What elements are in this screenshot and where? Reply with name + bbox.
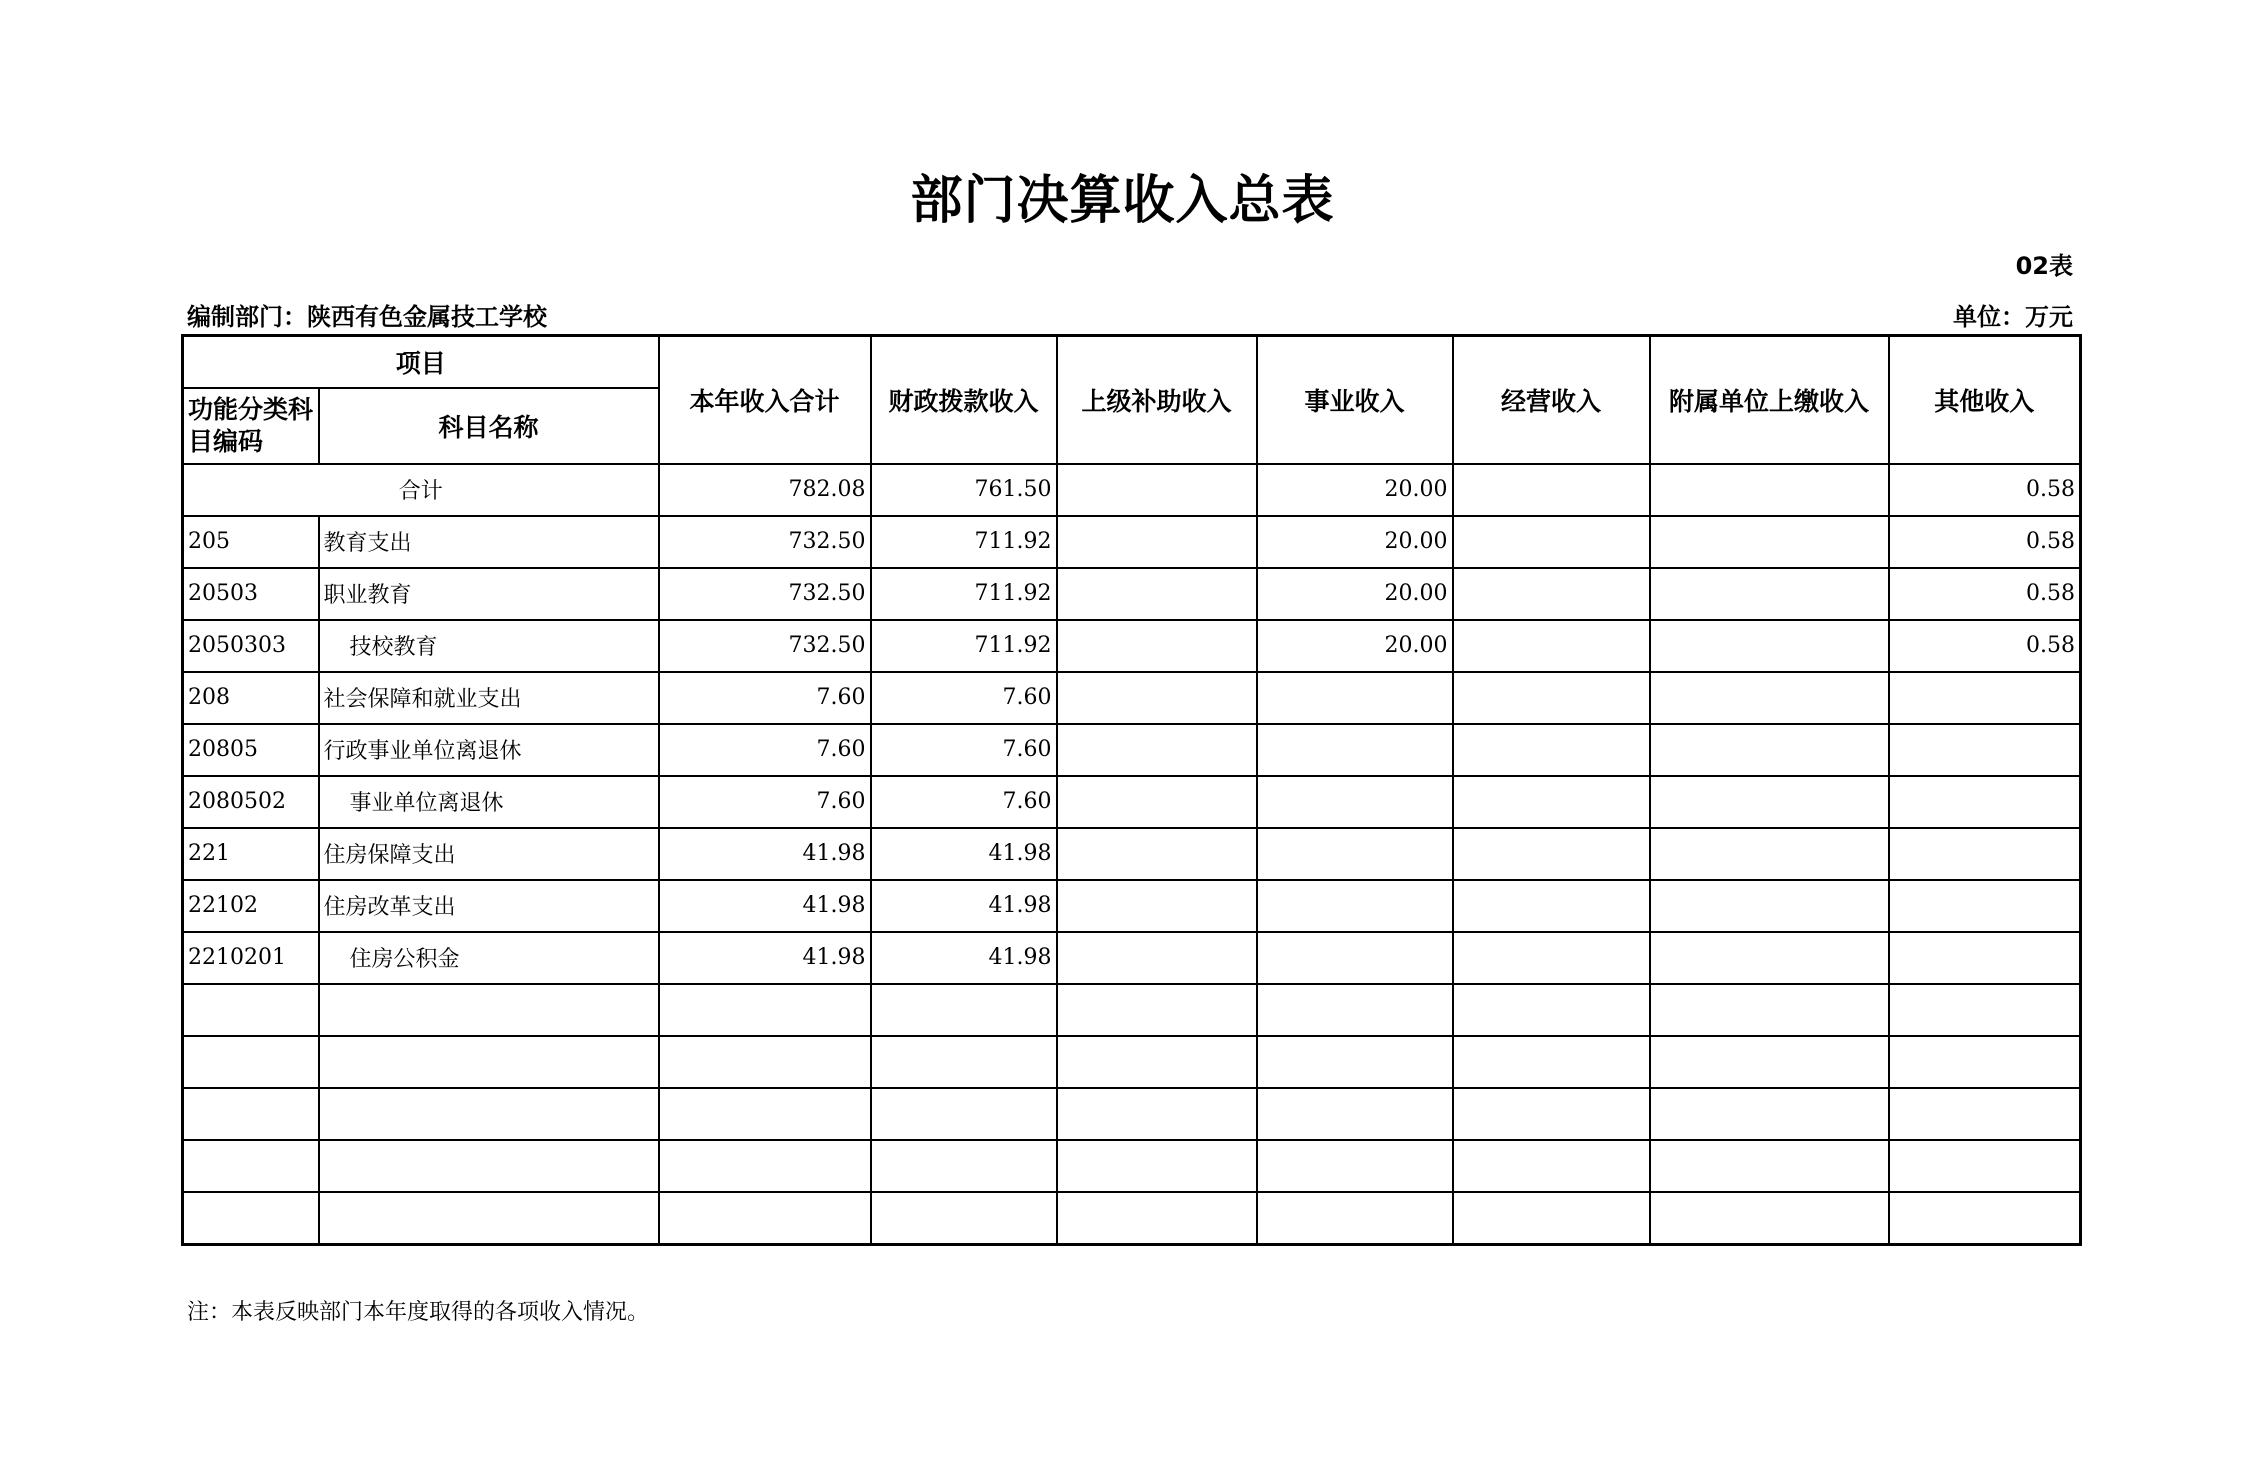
business-cell: 20.00: [1257, 464, 1453, 516]
empty-cell: [183, 1140, 319, 1192]
code-cell: 2080502: [183, 776, 319, 828]
empty-cell: [319, 1088, 659, 1140]
other-cell: 0.58: [1889, 464, 2081, 516]
fiscal-cell: 711.92: [871, 620, 1057, 672]
affiliated-cell: [1650, 724, 1889, 776]
empty-row: [183, 1036, 2081, 1088]
operating-cell: [1453, 880, 1650, 932]
empty-cell: [1889, 984, 2081, 1036]
empty-cell: [319, 984, 659, 1036]
empty-cell: [1057, 1088, 1257, 1140]
other-cell: 0.58: [1889, 568, 2081, 620]
fiscal-cell: 761.50: [871, 464, 1057, 516]
business-cell: [1257, 880, 1453, 932]
business-cell: 20.00: [1257, 568, 1453, 620]
empty-cell: [1257, 1088, 1453, 1140]
operating-cell: [1453, 776, 1650, 828]
affiliated-cell: [1650, 672, 1889, 724]
empty-cell: [1257, 1036, 1453, 1088]
empty-cell: [1889, 1192, 2081, 1245]
table-row: [183, 932, 2081, 984]
empty-cell: [319, 1036, 659, 1088]
operating-cell: [1453, 828, 1650, 880]
empty-cell: [1453, 1036, 1650, 1088]
table-row: [183, 568, 2081, 620]
business-cell: 20.00: [1257, 620, 1453, 672]
empty-cell: [659, 1088, 871, 1140]
total-cell: 41.98: [659, 828, 871, 880]
empty-cell: [1257, 1140, 1453, 1192]
code-cell: 205: [183, 516, 319, 568]
fiscal-cell: 7.60: [871, 776, 1057, 828]
empty-cell: [659, 1036, 871, 1088]
fiscal-cell: 41.98: [871, 880, 1057, 932]
affiliated-cell: [1650, 828, 1889, 880]
total-cell: 732.50: [659, 516, 871, 568]
affiliated-cell: [1650, 464, 1889, 516]
income-summary-table: [181, 334, 2082, 1246]
other-cell: [1889, 724, 2081, 776]
operating-cell: [1453, 724, 1650, 776]
empty-cell: [183, 1036, 319, 1088]
empty-cell: [1889, 1036, 2081, 1088]
operating-cell: [1453, 620, 1650, 672]
empty-cell: [183, 1088, 319, 1140]
affiliated-cell: [1650, 932, 1889, 984]
empty-cell: [1257, 1192, 1453, 1245]
superior-cell: [1057, 776, 1257, 828]
fiscal-cell: 41.98: [871, 828, 1057, 880]
superior-cell: [1057, 464, 1257, 516]
business-cell: 20.00: [1257, 516, 1453, 568]
fiscal-cell: 41.98: [871, 932, 1057, 984]
operating-cell: [1453, 568, 1650, 620]
name-cell: 事业单位离退休: [319, 776, 659, 828]
name-cell: 住房改革支出: [319, 880, 659, 932]
superior-cell: [1057, 516, 1257, 568]
table-row: [183, 776, 2081, 828]
fiscal-cell: 7.60: [871, 672, 1057, 724]
total-cell: 782.08: [659, 464, 871, 516]
page-title: 部门决算收入总表: [910, 171, 1335, 231]
other-cell: [1889, 932, 2081, 984]
header-operating: 经营收入: [1453, 336, 1650, 464]
other-cell: 0.58: [1889, 620, 2081, 672]
code-cell: 208: [183, 672, 319, 724]
fiscal-cell: 7.60: [871, 724, 1057, 776]
superior-cell: [1057, 880, 1257, 932]
affiliated-cell: [1650, 568, 1889, 620]
superior-cell: [1057, 932, 1257, 984]
superior-cell: [1057, 828, 1257, 880]
operating-cell: [1453, 672, 1650, 724]
empty-cell: [319, 1192, 659, 1245]
empty-row: [183, 1088, 2081, 1140]
business-cell: [1257, 828, 1453, 880]
header-code: 功能分类科目编码: [183, 388, 319, 464]
operating-cell: [1453, 464, 1650, 516]
total-cell: 732.50: [659, 620, 871, 672]
superior-cell: [1057, 620, 1257, 672]
other-cell: [1889, 672, 2081, 724]
total-cell: 41.98: [659, 932, 871, 984]
code-cell: 221: [183, 828, 319, 880]
name-cell: 行政事业单位离退休: [319, 724, 659, 776]
affiliated-cell: [1650, 516, 1889, 568]
empty-cell: [1453, 984, 1650, 1036]
empty-cell: [1057, 984, 1257, 1036]
name-cell: 技校教育: [319, 620, 659, 672]
table-row: [183, 620, 2081, 672]
name-cell: 职业教育: [319, 568, 659, 620]
code-cell: 2050303: [183, 620, 319, 672]
business-cell: [1257, 932, 1453, 984]
empty-cell: [871, 1088, 1057, 1140]
superior-cell: [1057, 724, 1257, 776]
footnote: 注：本表反映部门本年度取得的各项收入情况。: [187, 1300, 650, 1325]
total-cell: 41.98: [659, 880, 871, 932]
business-cell: [1257, 672, 1453, 724]
empty-cell: [1650, 1192, 1889, 1245]
fiscal-cell: 711.92: [871, 516, 1057, 568]
code-cell: 20503: [183, 568, 319, 620]
empty-cell: [871, 1192, 1057, 1245]
superior-cell: [1057, 568, 1257, 620]
empty-row: [183, 984, 2081, 1036]
empty-cell: [1057, 1192, 1257, 1245]
other-cell: 0.58: [1889, 516, 2081, 568]
business-cell: [1257, 776, 1453, 828]
operating-cell: [1453, 516, 1650, 568]
empty-cell: [1453, 1192, 1650, 1245]
business-cell: [1257, 724, 1453, 776]
compiling-department: 编制部门：陕西有色金属技工学校: [187, 303, 547, 331]
header-project: 项目: [183, 336, 659, 388]
empty-cell: [1057, 1036, 1257, 1088]
total-cell: 7.60: [659, 672, 871, 724]
affiliated-cell: [1650, 880, 1889, 932]
name-cell: 教育支出: [319, 516, 659, 568]
empty-cell: [1453, 1140, 1650, 1192]
code-cell: 22102: [183, 880, 319, 932]
header-name: 科目名称: [319, 388, 659, 464]
empty-cell: [319, 1140, 659, 1192]
name-cell: 住房公积金: [319, 932, 659, 984]
fiscal-cell: 711.92: [871, 568, 1057, 620]
table-row: [183, 724, 2081, 776]
empty-cell: [1650, 1036, 1889, 1088]
empty-cell: [871, 1140, 1057, 1192]
other-cell: [1889, 776, 2081, 828]
name-cell: 社会保障和就业支出: [319, 672, 659, 724]
empty-cell: [1257, 984, 1453, 1036]
affiliated-cell: [1650, 776, 1889, 828]
table-row: [183, 672, 2081, 724]
header-total: 本年收入合计: [659, 336, 871, 464]
name-cell: 住房保障支出: [319, 828, 659, 880]
empty-cell: [871, 984, 1057, 1036]
empty-cell: [1889, 1088, 2081, 1140]
empty-cell: [1650, 984, 1889, 1036]
code-cell: 20805: [183, 724, 319, 776]
empty-cell: [1650, 1140, 1889, 1192]
total-cell: 7.60: [659, 724, 871, 776]
table-number: 02表: [2015, 252, 2073, 280]
total-row: [183, 464, 2081, 516]
unit-label: 单位：万元: [1953, 303, 2073, 331]
other-cell: [1889, 828, 2081, 880]
empty-row: [183, 1140, 2081, 1192]
header-fiscal: 财政拨款收入: [871, 336, 1057, 464]
empty-cell: [1057, 1140, 1257, 1192]
operating-cell: [1453, 932, 1650, 984]
header-business: 事业收入: [1257, 336, 1453, 464]
total-cell: 732.50: [659, 568, 871, 620]
empty-cell: [183, 1192, 319, 1245]
header-other: 其他收入: [1889, 336, 2081, 464]
empty-cell: [659, 1140, 871, 1192]
empty-cell: [659, 984, 871, 1036]
superior-cell: [1057, 672, 1257, 724]
empty-cell: [659, 1192, 871, 1245]
table-row: [183, 828, 2081, 880]
header-superior: 上级补助收入: [1057, 336, 1257, 464]
empty-cell: [1889, 1140, 2081, 1192]
total-label: 合计: [183, 464, 659, 516]
other-cell: [1889, 880, 2081, 932]
table-row: [183, 880, 2081, 932]
header-affiliated: 附属单位上缴收入: [1650, 336, 1889, 464]
affiliated-cell: [1650, 620, 1889, 672]
empty-cell: [871, 1036, 1057, 1088]
code-cell: 2210201: [183, 932, 319, 984]
total-cell: 7.60: [659, 776, 871, 828]
table-row: [183, 516, 2081, 568]
empty-cell: [1650, 1088, 1889, 1140]
empty-row: [183, 1192, 2081, 1245]
empty-cell: [1453, 1088, 1650, 1140]
empty-cell: [183, 984, 319, 1036]
